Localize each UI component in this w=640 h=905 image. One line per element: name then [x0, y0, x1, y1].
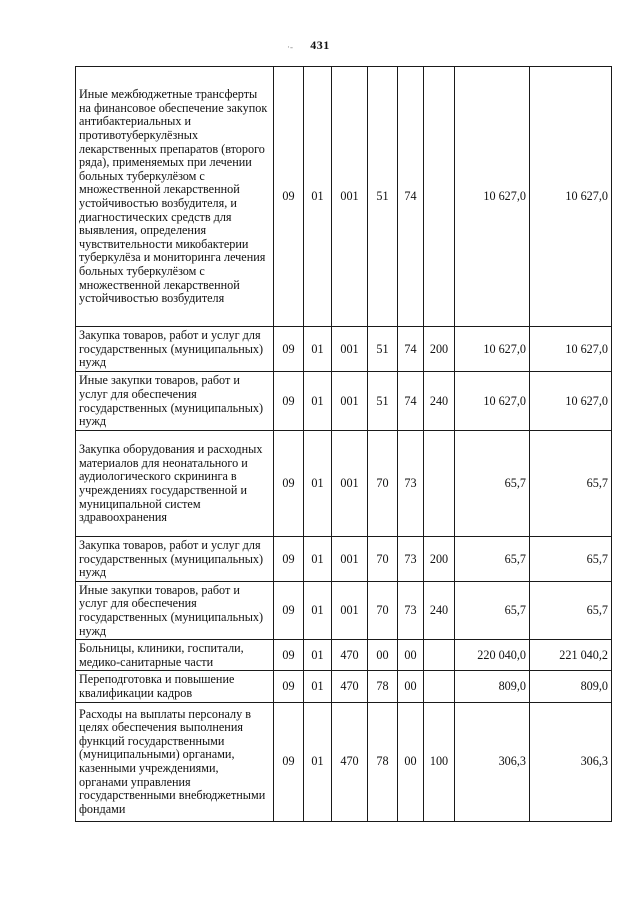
- target-article-code-3: 74: [398, 67, 424, 327]
- target-article-code-2: 70: [368, 537, 398, 582]
- section-code: 09: [274, 702, 304, 821]
- row-name: Иные закупки товаров, работ и услуг для обеспечения государственных (муниципальных) нужд: [76, 581, 274, 639]
- expense-type-code: 200: [424, 537, 455, 582]
- table-row: [76, 67, 612, 327]
- amount-year-2: 221 040,2: [530, 640, 612, 671]
- amount-year-1: 10 627,0: [455, 67, 530, 327]
- table-row: [76, 431, 612, 537]
- amount-year-2: 10 627,0: [530, 327, 612, 372]
- subsection-code: 01: [304, 372, 332, 431]
- expense-type-code: [424, 67, 455, 327]
- target-article-code-1: 470: [332, 671, 368, 702]
- row-name: Иные закупки товаров, работ и услуг для обеспечения государственных (муниципальных) нужд: [76, 372, 274, 431]
- expense-type-code: [424, 671, 455, 702]
- target-article-code-2: 51: [368, 67, 398, 327]
- expense-type-code: 100: [424, 702, 455, 821]
- amount-year-1: 65,7: [455, 431, 530, 537]
- target-article-code-2: 51: [368, 372, 398, 431]
- section-code: 09: [274, 640, 304, 671]
- subsection-code: 01: [304, 581, 332, 639]
- row-name: Больницы, клиники, госпитали, медико-санитарные части: [76, 640, 274, 671]
- amount-year-2: 10 627,0: [530, 372, 612, 431]
- target-article-code-3: 73: [398, 581, 424, 639]
- row-name: Иные межбюджетные трансферты на финансовое обеспечение закупок антибактериальных и противотуберкулёзных лекарственных препаратов (второго ряда), применяемых при лечении больных туберкулёзом с множественной лекарственной устойчивостью возбудителя, и диагностических средств для выявления, определения чувствительности микобактерии туберкулёза и мониторинга лечения больных туберкулёзом с множественной лекарственной устойчивостью возбудителя: [76, 67, 274, 327]
- target-article-code-3: 73: [398, 431, 424, 537]
- subsection-code: 01: [304, 702, 332, 821]
- subsection-code: 01: [304, 671, 332, 702]
- page-number: 431: [310, 38, 330, 52]
- table-row: [76, 327, 612, 372]
- table-row: [76, 581, 612, 639]
- amount-year-1: 10 627,0: [455, 327, 530, 372]
- amount-year-1: 65,7: [455, 581, 530, 639]
- target-article-code-2: 00: [368, 640, 398, 671]
- amount-year-1: 809,0: [455, 671, 530, 702]
- target-article-code-3: 74: [398, 327, 424, 372]
- amount-year-2: 65,7: [530, 537, 612, 582]
- scan-artifact: ·-: [287, 42, 293, 52]
- amount-year-1: 10 627,0: [455, 372, 530, 431]
- section-code: 09: [274, 372, 304, 431]
- subsection-code: 01: [304, 537, 332, 582]
- expense-type-code: [424, 640, 455, 671]
- target-article-code-1: 001: [332, 431, 368, 537]
- amount-year-2: 306,3: [530, 702, 612, 821]
- target-article-code-3: 00: [398, 702, 424, 821]
- budget-table: [75, 66, 612, 822]
- target-article-code-1: 001: [332, 372, 368, 431]
- target-article-code-3: 74: [398, 372, 424, 431]
- amount-year-2: 809,0: [530, 671, 612, 702]
- target-article-code-2: 78: [368, 671, 398, 702]
- section-code: 09: [274, 671, 304, 702]
- target-article-code-1: 470: [332, 640, 368, 671]
- target-article-code-1: 470: [332, 702, 368, 821]
- section-code: 09: [274, 431, 304, 537]
- target-article-code-3: 73: [398, 537, 424, 582]
- table-row: [76, 702, 612, 821]
- amount-year-2: 10 627,0: [530, 67, 612, 327]
- amount-year-1: 220 040,0: [455, 640, 530, 671]
- target-article-code-1: 001: [332, 537, 368, 582]
- target-article-code-3: 00: [398, 640, 424, 671]
- section-code: 09: [274, 581, 304, 639]
- section-code: 09: [274, 327, 304, 372]
- expense-type-code: 200: [424, 327, 455, 372]
- amount-year-1: 65,7: [455, 537, 530, 582]
- target-article-code-1: 001: [332, 67, 368, 327]
- expense-type-code: 240: [424, 372, 455, 431]
- section-code: 09: [274, 67, 304, 327]
- target-article-code-2: 70: [368, 431, 398, 537]
- target-article-code-1: 001: [332, 327, 368, 372]
- target-article-code-2: 70: [368, 581, 398, 639]
- row-name: Переподготовка и повышение квалификации кадров: [76, 671, 274, 702]
- expense-type-code: 240: [424, 581, 455, 639]
- target-article-code-2: 51: [368, 327, 398, 372]
- row-name: Закупка оборудования и расходных материалов для неонатального и аудиологического скрининга в учреждениях государственной и муниципальной систем здравоохранения: [76, 431, 274, 537]
- table-row: [76, 537, 612, 582]
- target-article-code-1: 001: [332, 581, 368, 639]
- amount-year-2: 65,7: [530, 581, 612, 639]
- amount-year-2: 65,7: [530, 431, 612, 537]
- row-name: Закупка товаров, работ и услуг для государственных (муниципальных) нужд: [76, 327, 274, 372]
- row-name: Расходы на выплаты персоналу в целях обеспечения выполнения функций государственными (муниципальными) органами, казенными учреждениями, органами управления государственными внебюджетными фондами: [76, 702, 274, 821]
- table-row: [76, 372, 612, 431]
- subsection-code: 01: [304, 431, 332, 537]
- target-article-code-2: 78: [368, 702, 398, 821]
- amount-year-1: 306,3: [455, 702, 530, 821]
- target-article-code-3: 00: [398, 671, 424, 702]
- subsection-code: 01: [304, 327, 332, 372]
- table-row: [76, 671, 612, 702]
- section-code: 09: [274, 537, 304, 582]
- expense-type-code: [424, 431, 455, 537]
- subsection-code: 01: [304, 67, 332, 327]
- row-name: Закупка товаров, работ и услуг для государственных (муниципальных) нужд: [76, 537, 274, 582]
- table-row: [76, 640, 612, 671]
- subsection-code: 01: [304, 640, 332, 671]
